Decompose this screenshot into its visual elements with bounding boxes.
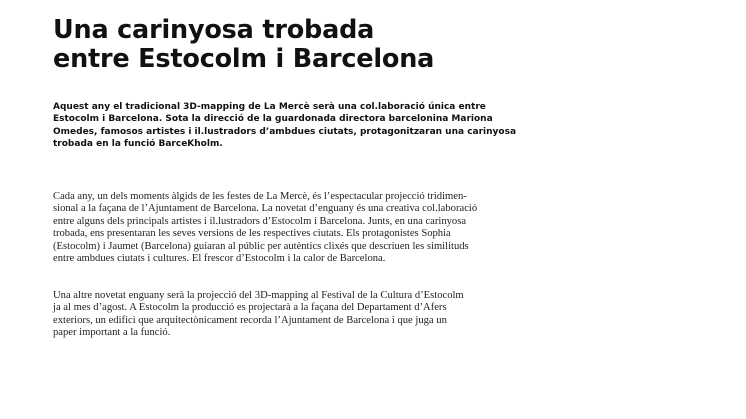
body-line: exteriors, un edifici que arquitectònicament recorda l’Ajuntament de Barcelona i que juga un (53, 314, 447, 326)
title-line: entre Estocolm i Barcelona (53, 44, 435, 74)
body-paragraph-1 (53, 191, 477, 265)
body-line: entre alguns dels principals artistes i il.lustradors d’Estocolm i Barcelona. Junts, en una carinyosa (53, 215, 467, 227)
lead-line: Omedes, famosos artistes i il.lustradors d’ambdues ciutats, protagonitzaran una carinyosa (53, 126, 517, 137)
body-line: Cada any, un dels moments àlgids de les festes de La Mercè, és l’espectacular projecció tridimen- (53, 191, 467, 202)
body-line: (Estocolm) i Jaumet (Barcelona) guiaran al públic per autèntics clixés que descriuen les similituds (53, 240, 469, 252)
lead-line: trobada en la funció BarceKholm. (53, 139, 223, 150)
body-line: entre ambdues ciutats i cultures. El frescor d’Estocolm i la calor de Barcelona. (53, 253, 386, 265)
body-line: paper important a la funció. (53, 327, 171, 339)
body-paragraph-2 (53, 290, 464, 340)
lead-paragraph (53, 101, 516, 151)
body-line: Una altre novetat enguany serà la projecció del 3D-mapping al Festival de la Cultura d’Estocolm (53, 290, 464, 301)
lead-line: Estocolm i Barcelona. Sota la direcció de la guardonada directora barcelonina Mariona (53, 114, 493, 125)
lead-line: Aquest any el tradicional 3D-mapping de La Mercè serà una col.laboració única entre (53, 102, 486, 112)
title-line: Una carinyosa trobada (53, 15, 375, 45)
body-line: ja al mes d’agost. A Estocolm la producció es projectarà a la façana del Departament d’Afers (53, 302, 447, 314)
article-title (53, 16, 434, 74)
body-line: trobada, ens presentaran les seves versions de les respectives ciutats. Els protagonistes Sophia (53, 228, 451, 240)
body-line: sional a la façana de l’Ajuntament de Barcelona. La novetat d’enguany és una creativa col.laboració (53, 203, 478, 215)
